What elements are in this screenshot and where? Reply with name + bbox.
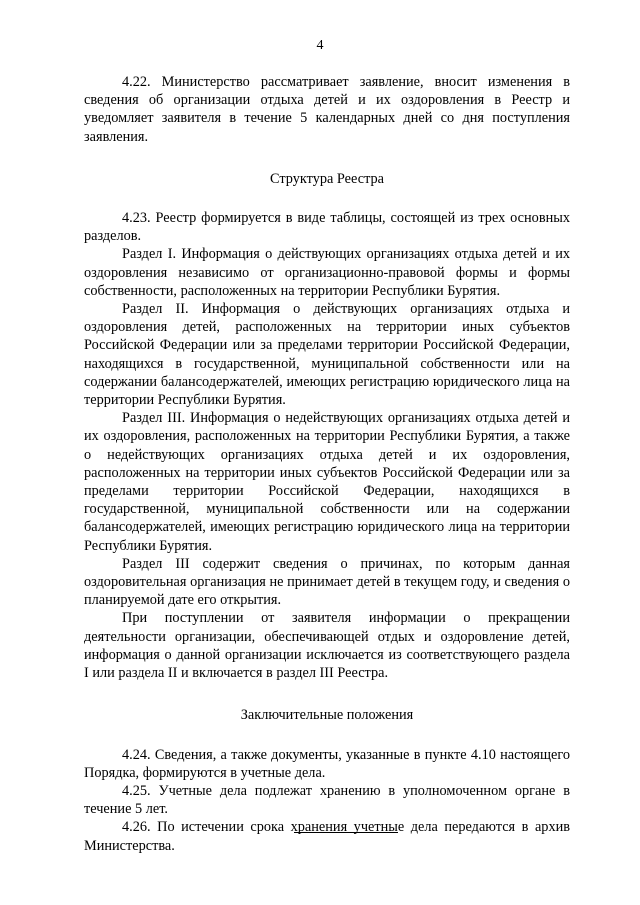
paragraph-4-25: 4.25. Учетные дела подлежат хранению в уполномоченном органе в течение 5 лет. xyxy=(84,782,570,818)
paragraph-4-22: 4.22. Министерство рассматривает заявление, вносит изменения в сведения об организации отдыха детей и их оздоровления в Реестр и уведомляет заявителя в течение 5 календарных дней со дня поступления заявления. xyxy=(84,74,570,145)
section-heading-registry-structure: Структура Реестра xyxy=(270,170,384,187)
paragraph-4-23: 4.23. Реестр формируется в виде таблицы, состоящей из трех основных разделов. xyxy=(84,210,570,245)
section-heading-final-provisions: Заключительные положения xyxy=(240,707,414,724)
paragraph-4-26: 4.26. По истечении срока хранения учетные дела передаются в архив Министерства. xyxy=(84,819,570,854)
end-of-document-rule xyxy=(294,832,398,833)
paragraph-termination: При поступлении от заявителя информации о прекращении деятельности организации, обеспечивающей отдых и оздоровление детей, информация о данной организации исключается из соответствующего раздела I или раздела II и включается в раздел III Реестра. xyxy=(84,610,570,682)
paragraph-section-3-contents: Раздел III содержит сведения о причинах, по которым данная оздоровительная организация не принимает детей в текущем году, и сведения о планируемой дате его открытия. xyxy=(84,555,570,609)
paragraph-4-24: 4.24. Сведения, а также документы, указанные в пункте 4.10 настоящего Порядка, формируются в учетные дела. xyxy=(84,746,570,781)
paragraph-section-2: Раздел II. Информация о действующих организациях отдыха и оздоровления детей, расположенных на территории иных субъектов Российской Федерации или за пределами территории Российской Федерации, находящихся в государственной, муниципальной собственности или на содержании балансодержателей, имеющих регистрацию юридического лица на территории Республики Бурятия. xyxy=(84,301,570,409)
page-number: 4 xyxy=(316,38,324,53)
paragraph-section-1: Раздел I. Информация о действующих организациях отдыха детей и их оздоровления независимо от организационно-правовой формы и формы собственности, расположенных на территории Республики Бурятия. xyxy=(84,246,570,299)
paragraph-section-3: Раздел III. Информация о недействующих организациях отдыха детей и их оздоровления, расположенных на территории Республики Бурятия, а также о недействующих организациях отдыха детей и их оздоровления, расположенных на территории иных субъектов Российской Федерации или за пределами территории Российской Федерации, находящихся в государственной, муниципальной собственности или на содержании балансодержателей, имеющих регистрацию юридического лица на территории Республики Бурятия. xyxy=(84,410,570,554)
document-body xyxy=(84,73,570,855)
